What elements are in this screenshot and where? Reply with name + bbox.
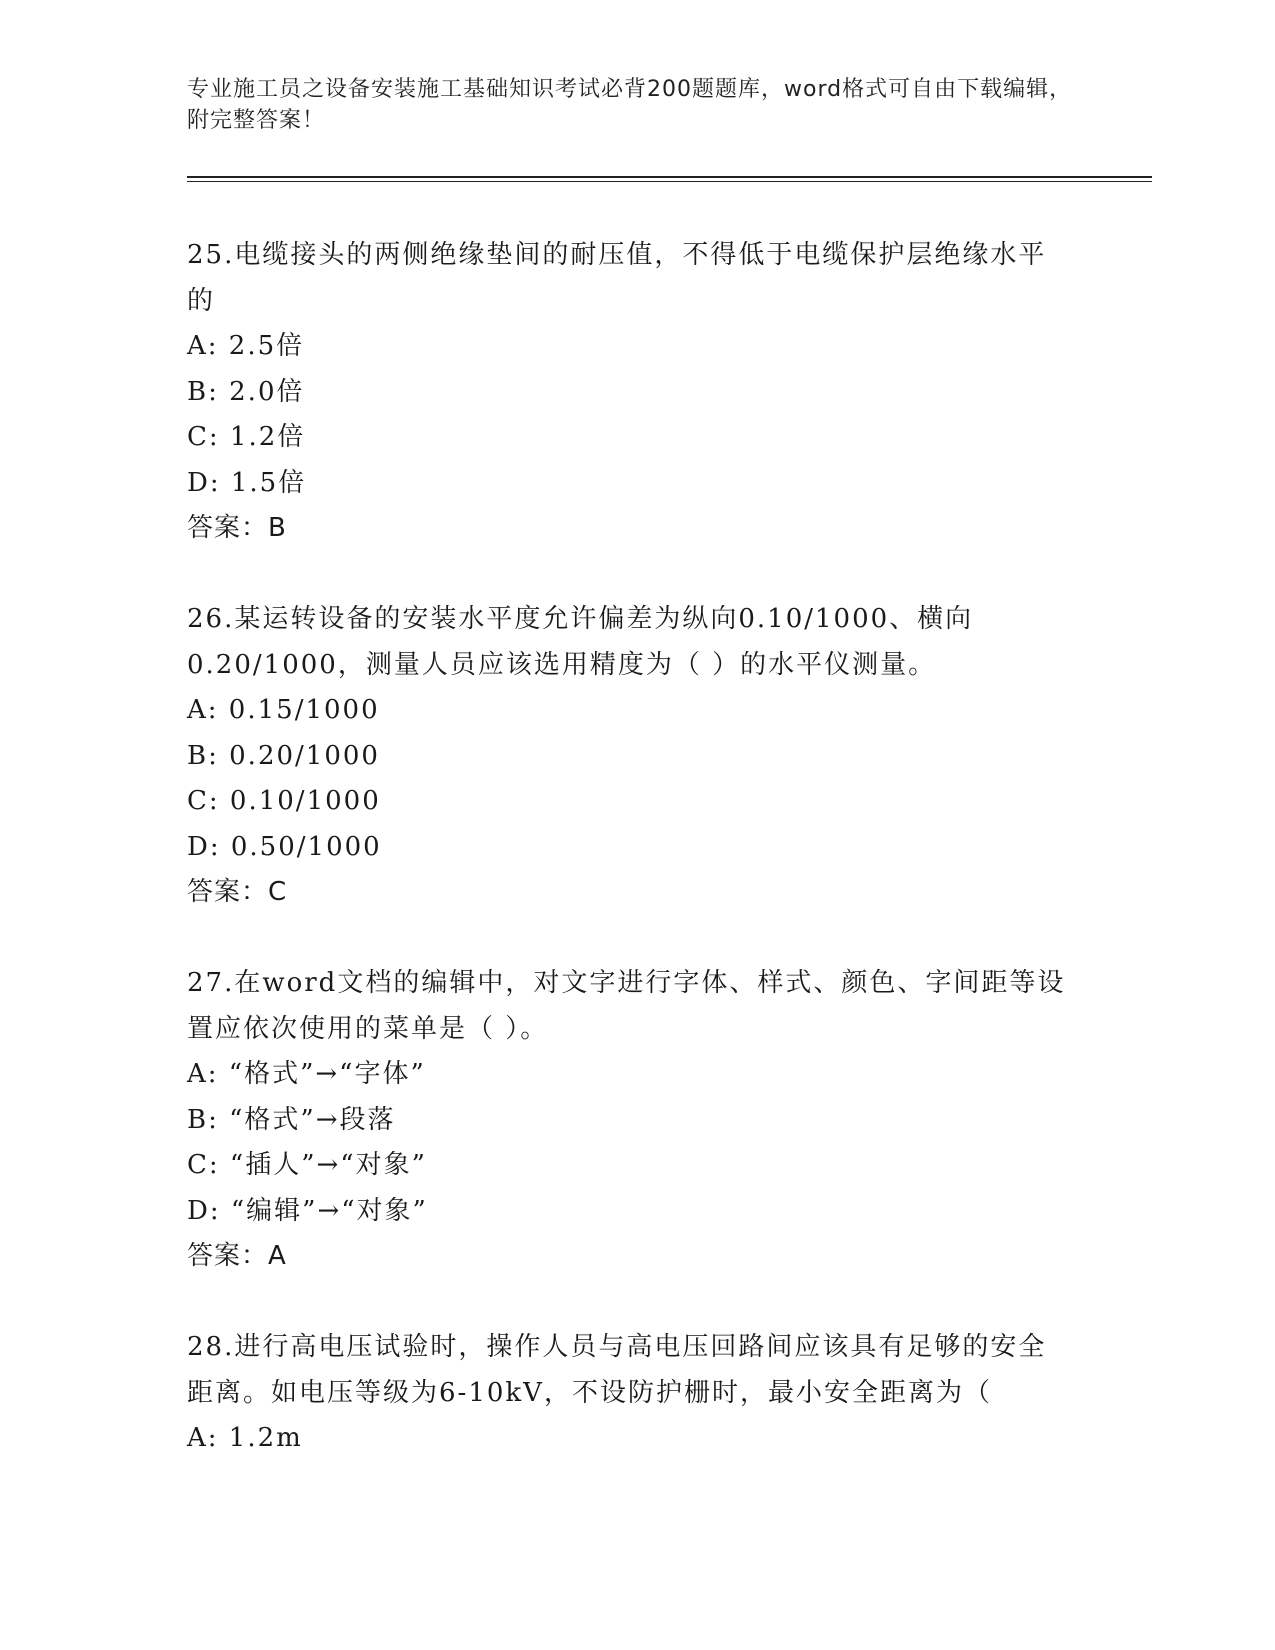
answer-line: 答案：B [187,513,287,543]
header-divider [187,176,1152,178]
answer-line: 答案：C [187,877,288,907]
question-text: 25.电缆接头的两侧绝缘垫间的耐压值，不得低于电缆保护层绝缘水平的 [187,240,1047,316]
answer-line: 答案：A [187,1241,287,1271]
document-header [187,74,1087,136]
option-a: A: 2.5倍 [187,331,305,361]
option-a: A: 1.2m [187,1423,303,1453]
option-a: A: “格式”→“字体” [187,1059,426,1089]
header-text: 专业施工员之设备安装施工基础知识考试必背200题题库，word格式可自由下载编辑，附完整答案！ [187,77,1073,133]
question-text: 26.某运转设备的安装水平度允许偏差为纵向0.10/1000、横向0.20/1000，测量人员应该选用精度为（ ）的水平仪测量。 [187,604,974,680]
question-26 [187,597,1067,916]
option-c: C: 0.10/1000 [187,786,381,816]
question-25 [187,233,1067,552]
option-c: C: “插人”→“对象” [187,1150,427,1180]
option-d: D: 0.50/1000 [187,831,382,862]
header-divider-thin [187,181,1152,182]
option-b: B: 0.20/1000 [187,740,380,771]
question-text: 27.在word文档的编辑中，对文字进行字体、样式、颜色、字间距等设置应依次使用的菜单是（ ）。 [187,968,1066,1044]
option-d: D: 1.5倍 [187,467,307,498]
option-c: C: 1.2倍 [187,422,306,452]
question-text: 28.进行高电压试验时，操作人员与高电压回路间应该具有足够的安全距离。如电压等级为6-10kV，不设防护栅时，最小安全距离为（ [187,1332,1047,1408]
question-27 [187,961,1067,1280]
option-a: A: 0.15/1000 [187,695,380,725]
option-b: B: 2.0倍 [187,376,305,407]
question-28 [187,1325,1067,1462]
option-b: B: “格式”→段落 [187,1104,396,1135]
option-d: D: “编辑”→“对象” [187,1195,428,1226]
